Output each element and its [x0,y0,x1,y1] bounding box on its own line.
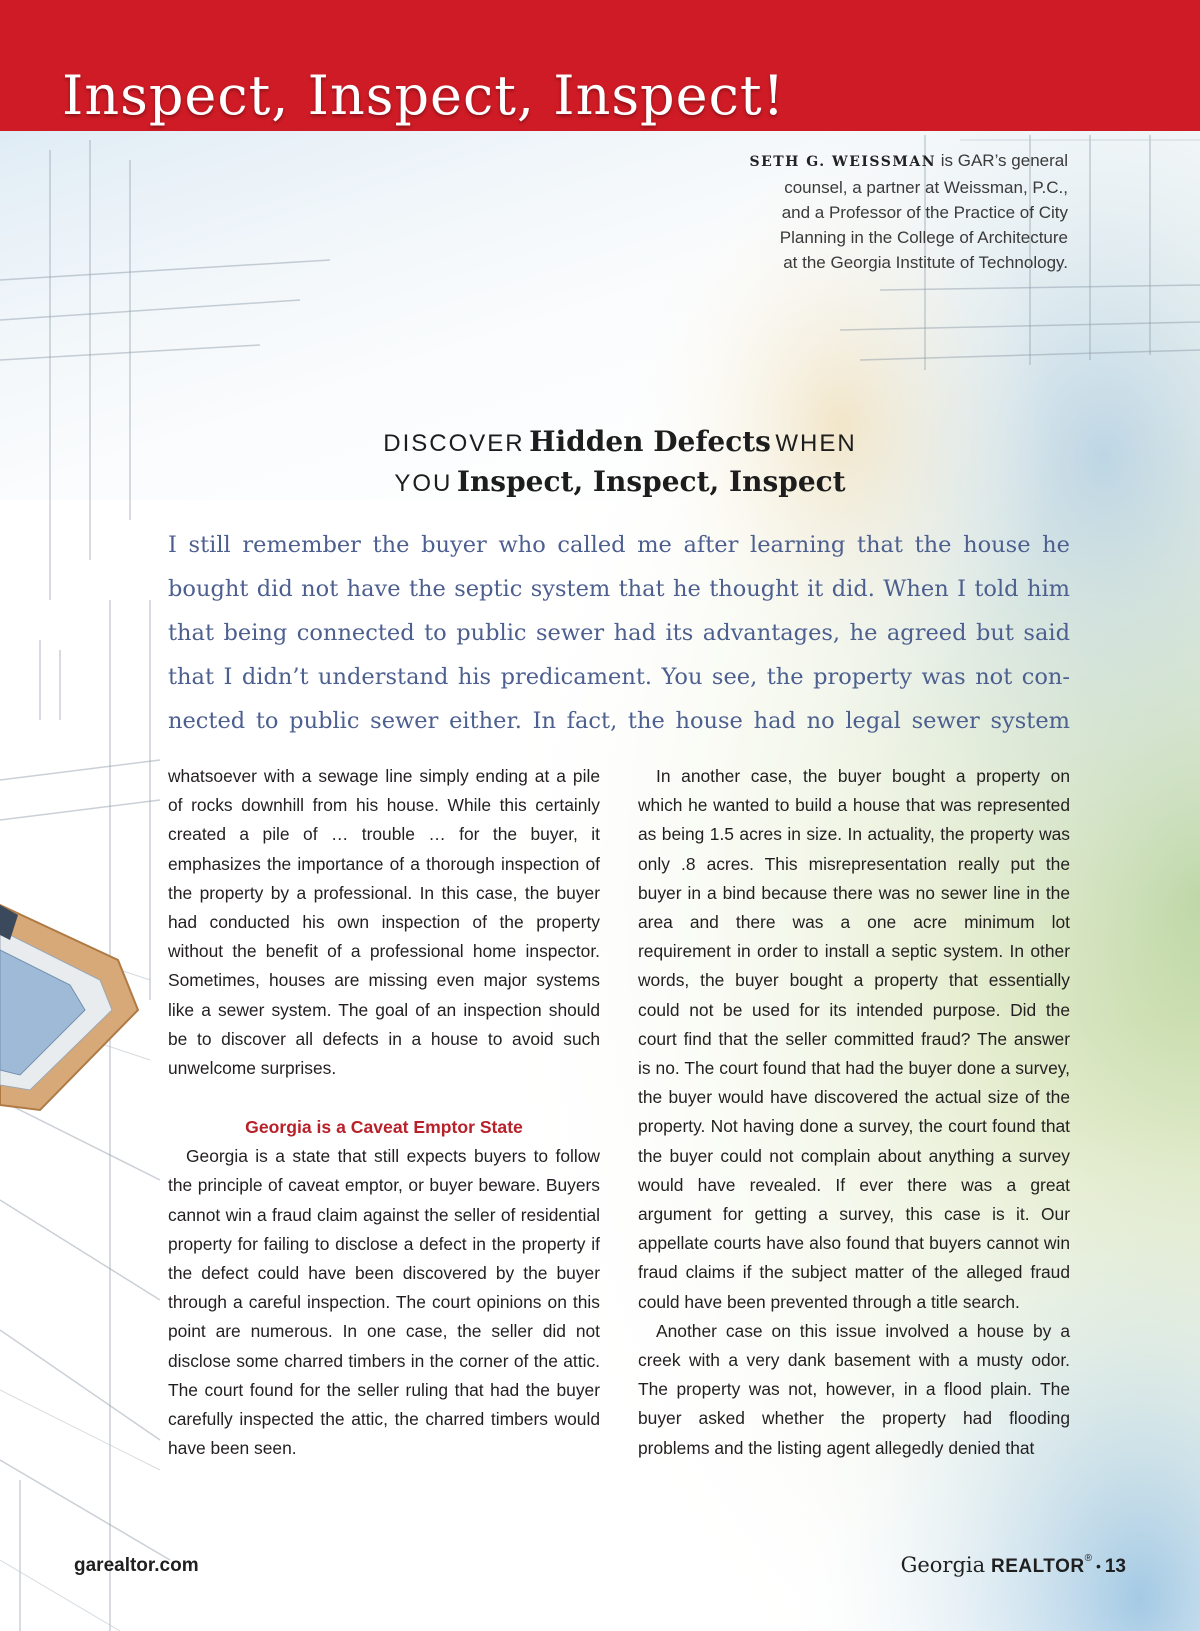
footer-separator: • [1095,1558,1101,1575]
lead-line: nected to public sewer either. In fact, the house had no legal sewer system [168,708,1070,734]
footer-magazine-info [901,1553,1126,1578]
author-bio-line: is GAR’s general [940,151,1068,170]
page-number: 13 [1104,1556,1126,1577]
body-paragraph: Georgia is a state that still expects buyers to follow the principle of caveat emptor, or buyer beware. Buyers cannot win a fraud claim against the seller of residential property for failing to disclose a defect in the property if the defect could have been discovered by the buyer through a careful inspection. The court opinions on this point are numerous. In one case, the seller did not disclose some charred timbers in the corner of the attic. The court found for the seller ruling that had the buyer carefully inspected the attic, the charred timbers would have been seen. [168,1146,600,1459]
author-bio-line: Planning in the College of Architecture [779,228,1068,247]
lead-line: that being connected to public sewer had its advantages, he agreed but said [168,620,1070,646]
header-banner [0,0,1200,131]
body-column-left [168,762,600,1463]
headline-discover: DISCOVER [383,430,525,457]
footer-website: garealtor.com [74,1555,199,1576]
author-bio-line: counsel, a partner at Weissman, P.C., [784,178,1068,197]
headline-line-2 [300,462,940,502]
headline-line-1 [300,422,940,462]
headline-when: WHEN [775,430,857,457]
lead-line: I still remember the buyer who called me after learning that the house he [168,532,1070,558]
body-column-right [638,762,1070,1463]
author-bio-line: at the Georgia Institute of Technology. [783,253,1068,272]
page-title: Inspect, Inspect, Inspect! [62,64,786,128]
lead-line: bought did not have the septic system that he thought it did. When I told him [168,576,1070,602]
magazine-name-realtor: REALTOR [991,1556,1085,1577]
body-paragraph: Another case on this issue involved a house by a creek with a very dank basement with a musty odor. The property was not, however, in a flood plain. The buyer asked whether the property had flooding problems and the listing agent allegedly denied that [638,1320,1070,1458]
body-paragraph: whatsoever with a sewage line simply ending at a pile of rocks downhill from his house. While this certainly created a pile of … trouble … for the buyer, it emphasizes the importance of a thorough inspection of the property by a professional. In this case, the buyer had conducted his own inspection of the property without the benefit of a professional home inspector. Sometimes, houses are missing even major systems like a sewer system. The goal of an inspection should be to discover all defects in a house to avoid such unwelcome surprises. [168,766,600,1079]
headline-you: YOU [394,470,453,497]
author-bio-line: and a Professor of the Practice of City [781,203,1068,222]
body-paragraph: In another case, the buyer bought a property on which he wanted to build a house that was represented as being 1.5 acres in size. In actuality, the property was only .8 acres. This misrepresentation really put the buyer in a bind because there was no sewer line in the area and there was a one acre minimum lot requirement in order to install a septic system. In other words, the buyer bought a property that essentially could not be used for its intended purpose. Did the court find that the seller committed fraud? The answer is no. The court found that had the buyer done a survey, the buyer would have discovered the actual size of the property. Not having done a survey, the court found that the buyer could not complain about anything a survey would have revealed. If ever there was a great argument for getting a survey, this case is it. Our appellate courts have also found that buyers cannot win fraud claims if the subject matter of the alleged fraud could have been prevented through a title search. [638,766,1070,1312]
author-name: SETH G. WEISSMAN [749,154,937,170]
lead-line: that I didn’t understand his predicament. You see, the property was not con- [168,664,1070,690]
headline-hidden-defects: Hidden Defects [529,425,771,458]
registered-mark: ® [1084,1553,1092,1564]
headline-inspect: Inspect, Inspect, Inspect [456,465,846,498]
article-headline [300,422,940,502]
lead-paragraph [168,523,1070,743]
author-bio [728,148,1068,275]
magazine-name-georgia: Georgia [900,1553,986,1577]
section-subheading: Georgia is a Caveat Emptor State [245,1117,523,1138]
